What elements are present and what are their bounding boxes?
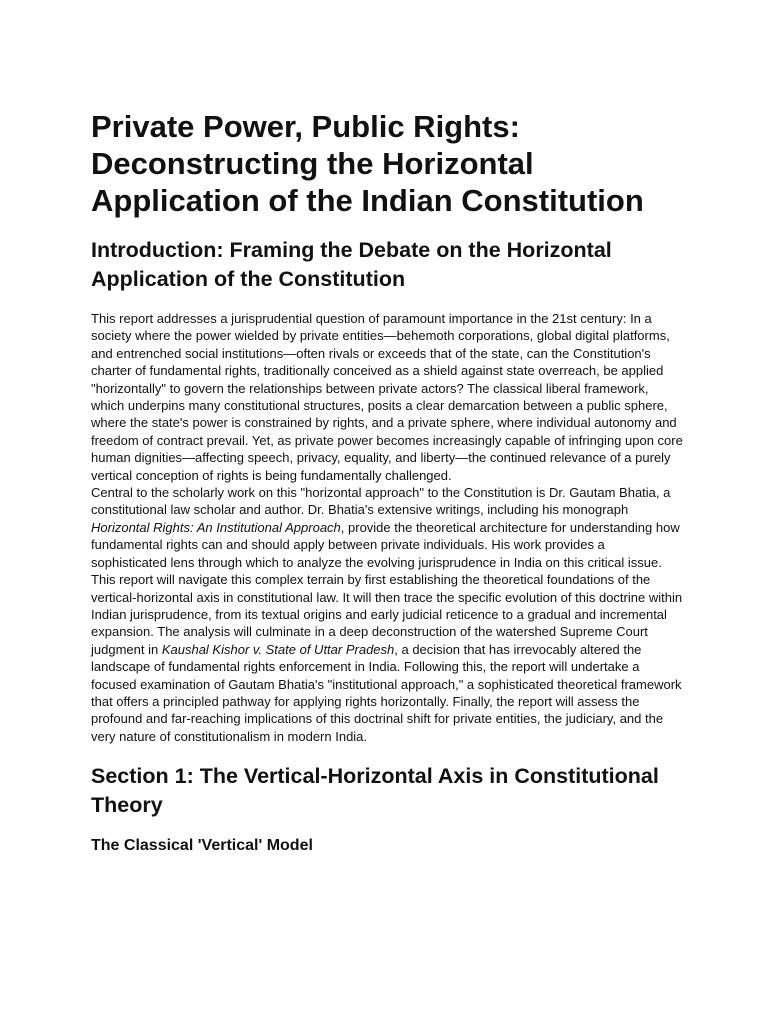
document-content — [91, 108, 683, 856]
case-name: Kaushal Kishor v. State of Uttar Pradesh — [161, 641, 395, 657]
intro-paragraph-1: This report addresses a jurisprudential question of paramount importance in the 21st century: In a society where the power wielded by private entities—behemoth corporations, global digital platforms, and entrenched social institutions—often rivals or exceeds that of the state, can the Constitution's charter of fundamental rights, traditionally conceived as a shield against state overreach, be applied "horizontally" to govern the relationships between private actors? The classical liberal framework, which underpins many constitutional structures, posits a clear demarcation between a public sphere, where the state's power is constrained by rights, and a private sphere, where individual autonomy and freedom of contract prevail. Yet, as private power becomes increasingly capable of infringing upon core human dignities—affecting speech, privacy, equality, and liberty—the continued relevance of a purely vertical conception of rights is being fundamentally challenged. — [91, 311, 683, 483]
intro-paragraph-2 — [91, 484, 683, 571]
paragraph-2-text-b: , provide the theoretical architecture for understanding how fundamental rights can and should apply between private individuals. His work provides a sophisticated lens through which to analyze the evolving jurisprudence in India on this critical issue. — [91, 519, 680, 570]
section-1-heading: Section 1: The Vertical-Horizontal Axis in Constitutional Theory — [91, 764, 659, 818]
intro-heading: Introduction: Framing the Debate on the Horizontal Application of the Constitution — [91, 238, 612, 291]
subsection-heading: The Classical 'Vertical' Model — [91, 837, 313, 855]
paragraph-3-text-a: This report will navigate this complex terrain by first establishing the theoretical foundations of the vertical-horizontal axis in constitutional law. It will then trace the specific evolution of this doctrine within Indian jurisprudence, from its textual origins and early judicial reticence to a gradual and incremental expansion. The analysis will culminate in a deep deconstruction of the watershed Supreme Court judgment in — [91, 572, 683, 657]
document-title: Private Power, Public Rights: Deconstructing the Horizontal Application of the Indian Constitution — [91, 109, 644, 218]
book-title: Horizontal Rights: An Institutional Approach — [91, 519, 341, 535]
paragraph-2-text-a: Central to the scholarly work on this "horizontal approach" to the Constitution is Dr. Gautam Bhatia, a constitutional law scholar and author. Dr. Bhatia's extensive writings, including his monograph — [91, 485, 671, 518]
paragraph-3-text-b: , a decision that has irrevocably altered the landscape of fundamental rights enforcement in India. Following this, the report will undertake a focused examination of Gautam Bhatia's "institutional approach," a sophisticated theoretical framework that offers a principled pathway for applying rights horizontally. Finally, the report will assess the profound and far-reaching implications of this doctrinal shift for private entities, the judiciary, and the very nature of constitutionalism in modern India. — [91, 641, 682, 744]
intro-paragraph-3 — [91, 571, 683, 745]
